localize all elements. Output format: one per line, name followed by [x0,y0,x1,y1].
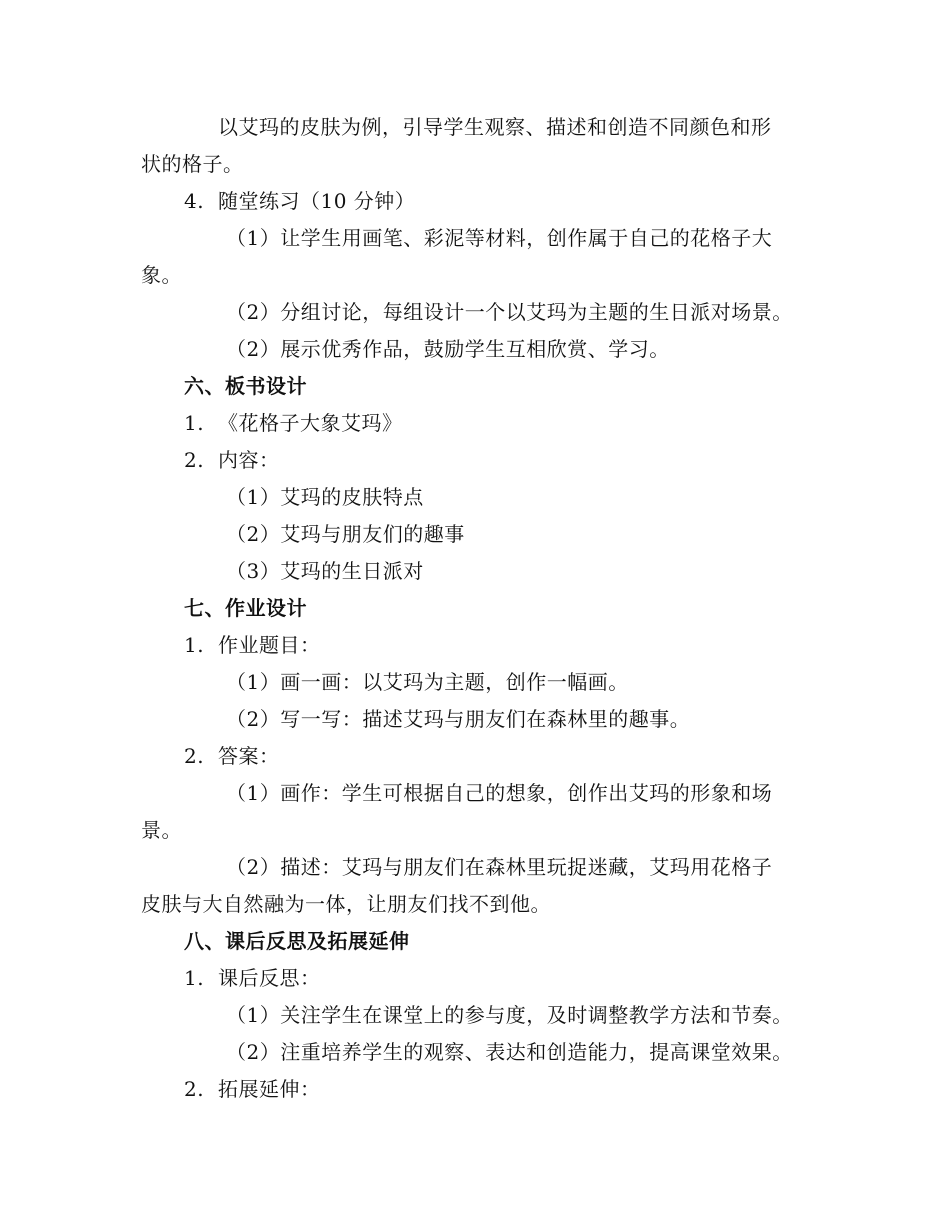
section-heading: 七、作业设计 [184,596,307,620]
list-number: 4. [184,189,205,213]
list-number: 2. [184,744,205,768]
sub-list-item: （1）让学生用画笔、彩泥等材料，创作属于自己的花格子大 [226,226,773,250]
list-item: 2. 内容： [184,448,280,472]
list-number: 1. [184,411,205,435]
sub-list-item: （2）注重培养学生的观察、表达和创造能力，提高课堂效果。 [226,1040,793,1064]
list-item: 1. 作业题目： [184,633,321,657]
paragraph-line: 以艾玛的皮肤为例，引导学生观察、描述和创造不同颜色和形 [218,115,772,139]
sub-list-item: （2）分组讨论，每组设计一个以艾玛为主题的生日派对场景。 [226,300,793,324]
sub-list-item: （3）艾玛的生日派对 [226,559,424,583]
list-item: 1. 课后反思： [184,966,321,990]
sub-list-item: （2）描述：艾玛与朋友们在森林里玩捉迷藏，艾玛用花格子 [226,855,773,879]
sub-list-item: （1）画作：学生可根据自己的想象，创作出艾玛的形象和场 [226,781,773,805]
list-number: 1. [184,633,205,657]
section-heading: 六、板书设计 [184,374,307,398]
sub-list-item: （1）画一画：以艾玛为主题，创作一幅画。 [226,670,629,694]
sub-list-item: （2）艾玛与朋友们的趣事 [226,522,465,546]
list-item: 4. 随堂练习（10 分钟） [184,189,416,213]
paragraph-line: 景。 [141,818,182,842]
sub-list-item: （2）展示优秀作品，鼓励学生互相欣赏、学习。 [226,337,670,361]
list-number: 1. [184,966,205,990]
paragraph-line: 皮肤与大自然融为一体，让朋友们找不到他。 [141,892,551,916]
list-number: 2. [184,448,205,472]
sub-list-item: （1）关注学生在课堂上的参与度，及时调整教学方法和节奏。 [226,1003,793,1027]
paragraph-line: 状的格子。 [141,152,244,176]
list-item: 1. 《花格子大象艾玛》 [184,411,403,435]
section-heading: 八、课后反思及拓展延伸 [184,929,410,953]
list-item: 2. 答案： [184,744,280,768]
paragraph-line: 象。 [141,263,182,287]
sub-list-item: （2）写一写：描述艾玛与朋友们在森林里的趣事。 [226,707,691,731]
list-item: 2. 拓展延伸： [184,1077,321,1101]
list-number: 2. [184,1077,205,1101]
sub-list-item: （1）艾玛的皮肤特点 [226,485,424,509]
